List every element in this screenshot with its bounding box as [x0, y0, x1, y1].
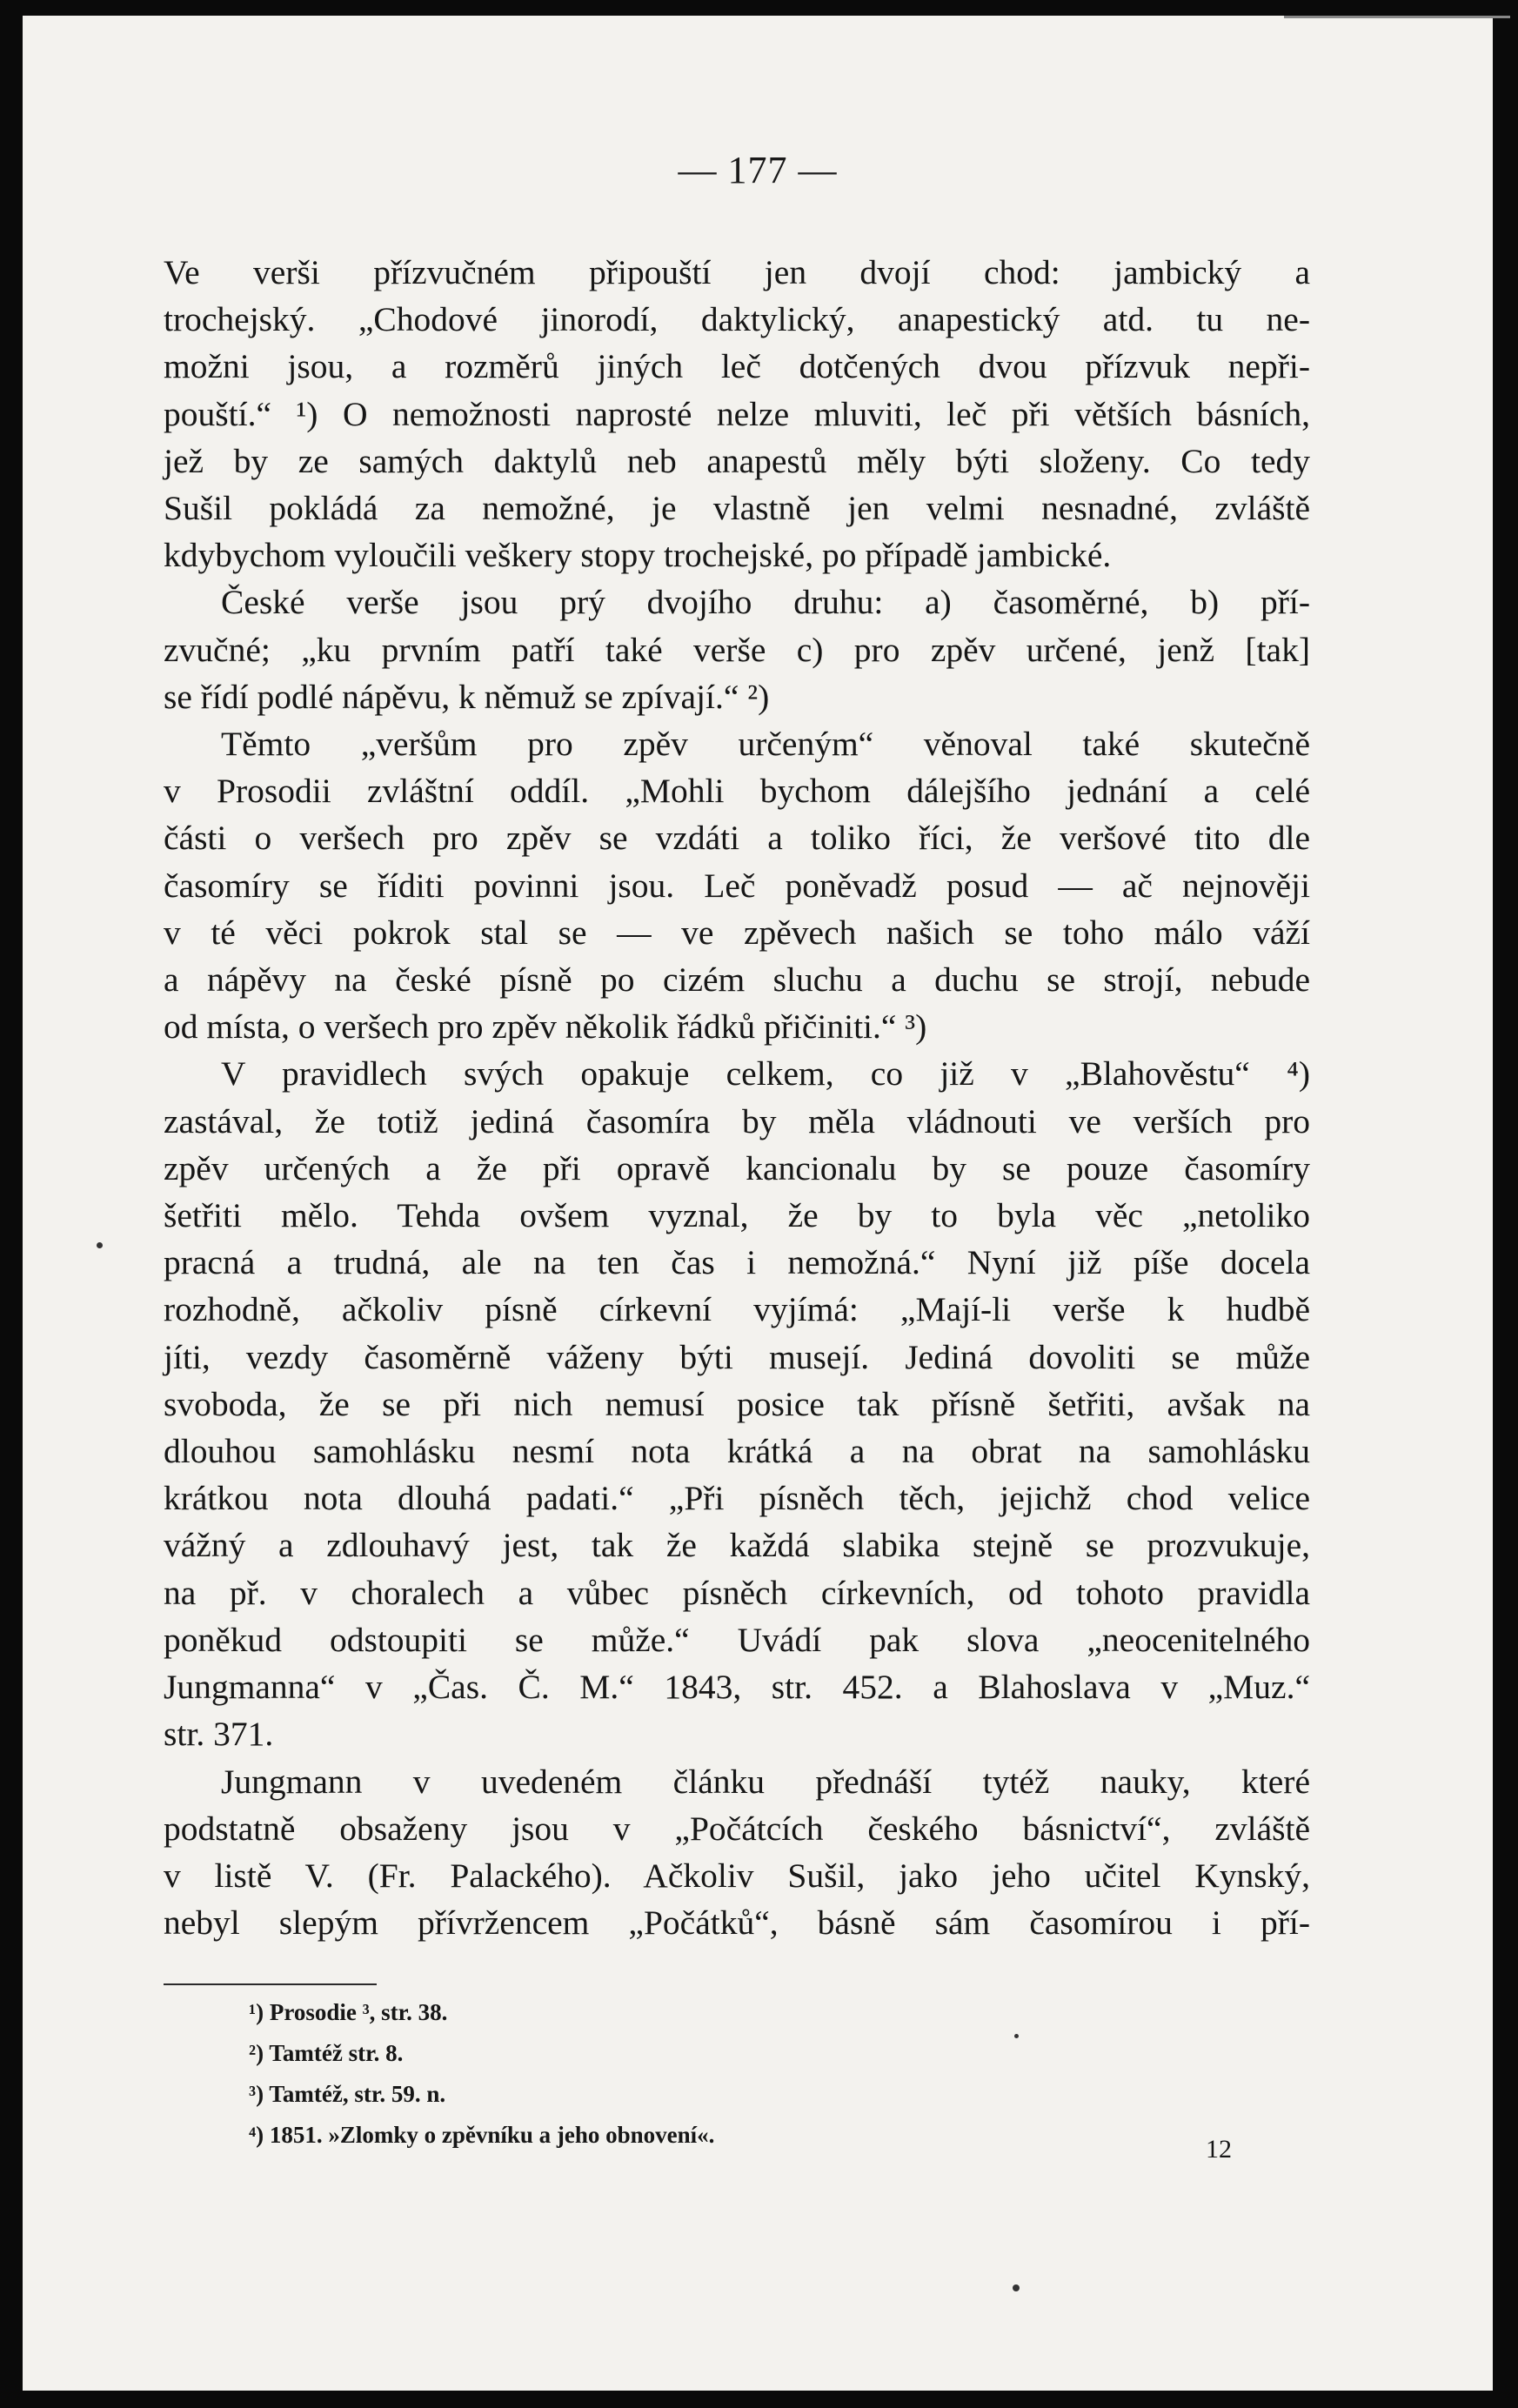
text-line: trochejský. „Chodové jinorodí, daktylický, anapestický atd. tu ne-	[164, 300, 1310, 339]
footnote: ⁴) 1851. »Zlomky o zpěvníku a jeho obnovení«.	[249, 2122, 715, 2148]
text-line: Těmto „veršům pro zpěv určeným“ věnoval také skutečně	[221, 725, 1310, 764]
text-line: V pravidlech svých opakuje celkem, co již v „Blahověstu“ ⁴)	[221, 1054, 1310, 1094]
text-line: Ve verši přízvučném připouští jen dvojí chod: jambický a	[164, 253, 1310, 291]
footnote-separator	[164, 1983, 377, 1985]
body-text	[164, 249, 1310, 1946]
text-line: nebyl slepým přívržencem „Počátků“, básně sám časomírou i pří-	[164, 1903, 1310, 1943]
text-line: vážný a zdlouhavý jest, tak že každá slabika stejně se prozvukuje,	[164, 1526, 1310, 1565]
dust-speck	[97, 1242, 103, 1248]
text-line: části o veršech pro zpěv se vzdáti a toliko říci, že veršové tito dle	[164, 819, 1310, 858]
text-line: pracná a trudná, ale na ten čas i nemožná.“ Nyní již píše docela	[164, 1243, 1310, 1282]
text-line: svoboda, že se při nich nemusí posice tak přísně šetřiti, avšak na	[164, 1384, 1310, 1423]
text-line: v té věci pokrok stal se — ve zpěvech našich se toho málo váží	[164, 913, 1310, 952]
signature-mark: 12	[1206, 2135, 1232, 2164]
text-line: šetřiti mělo. Tehda ovšem vyznal, že by to byla věc „netoliko	[164, 1196, 1310, 1235]
footnote: ¹) Prosodie ³, str. 38.	[249, 1999, 448, 2025]
text-line: České verše jsou prý dvojího druhu: a) časoměrné, b) pří-	[221, 583, 1310, 622]
scan-edge-line	[1284, 16, 1510, 18]
text-line: jíti, vezdy časoměrně váženy býti musejí. Jediná dovoliti se může	[164, 1337, 1310, 1376]
text-line: podstatně obsaženy jsou v „Počátcích českého básnictví“, zvláště	[164, 1809, 1310, 1848]
text-line: časomíry se říditi povinni jsou. Leč poněvadž posud — ač nejnověji	[164, 866, 1310, 905]
text-line: se řídí podlé nápěvu, k němuž se zpívají.“ ²)	[164, 677, 770, 716]
text-line: možni jsou, a rozměrů jiných leč dotčených dvou přízvuk nepři-	[164, 347, 1310, 386]
text-line: od místa, o veršech pro zpěv několik řádků přičiniti.“ ³)	[164, 1007, 927, 1047]
text-line: rozhodně, ačkoliv písně církevní vyjímá: „Mají-li verše k hudbě	[164, 1290, 1310, 1329]
text-line: na př. v choralech a vůbec písněch církevních, od tohoto pravidla	[164, 1573, 1310, 1612]
text-line: zvučné; „ku prvním patří také verše c) pro zpěv určené, jenž [tak]	[164, 630, 1310, 669]
text-line: a nápěvy na české písně po cizém sluchu a duchu se strojí, nebude	[164, 960, 1310, 1000]
text-line: zastával, že totiž jediná časomíra by měla vládnouti ve verších pro	[164, 1101, 1310, 1140]
footnotes	[249, 1992, 714, 2156]
text-line: pouští.“ ¹) O nemožnosti naprosté nelze mluviti, leč při větších básních,	[164, 394, 1310, 433]
text-line: jež by ze samých daktylů neb anapestů měly býti složeny. Co tedy	[164, 441, 1310, 480]
text-line: Jungmanna“ v „Čas. Č. M.“ 1843, str. 452. a Blahoslava v „Muz.“	[164, 1668, 1310, 1707]
footnote: ²) Tamtéž str. 8.	[249, 2040, 404, 2066]
page-number: — 177 —	[678, 149, 838, 191]
text-line: dlouhou samohlásku nesmí nota krátká a na obrat na samohlásku	[164, 1432, 1310, 1471]
dust-speck	[1013, 2284, 1020, 2291]
text-line: poněkud odstoupiti se může.“ Uvádí pak slova „neocenitelného	[164, 1620, 1310, 1659]
footnote: ³) Tamtéž, str. 59. n.	[249, 2081, 446, 2107]
text-line: krátkou nota dlouhá padati.“ „Při písněch těch, jejichž chod velice	[164, 1479, 1310, 1518]
text-line: Jungmann v uvedeném článku přednáší tytéž nauky, které	[221, 1762, 1310, 1801]
text-line: zpěv určených a že při opravě kancionalu by se pouze časomíry	[164, 1148, 1310, 1187]
text-line: Sušil pokládá za nemožné, je vlastně jen velmi nesnadné, zvláště	[164, 489, 1310, 528]
text-line: v Prosodii zvláštní oddíl. „Mohli bychom dálejšího jednání a celé	[164, 772, 1310, 811]
dust-speck	[1014, 2034, 1019, 2038]
text-line: str. 371.	[164, 1715, 274, 1754]
text-line: kdybychom vyloučili veškery stopy trochejské, po případě jambické.	[164, 536, 1112, 575]
scanned-page	[23, 16, 1493, 2391]
text-line: v listě V. (Fr. Palackého). Ačkoliv Sušil, jako jeho učitel Kynský,	[164, 1856, 1310, 1895]
